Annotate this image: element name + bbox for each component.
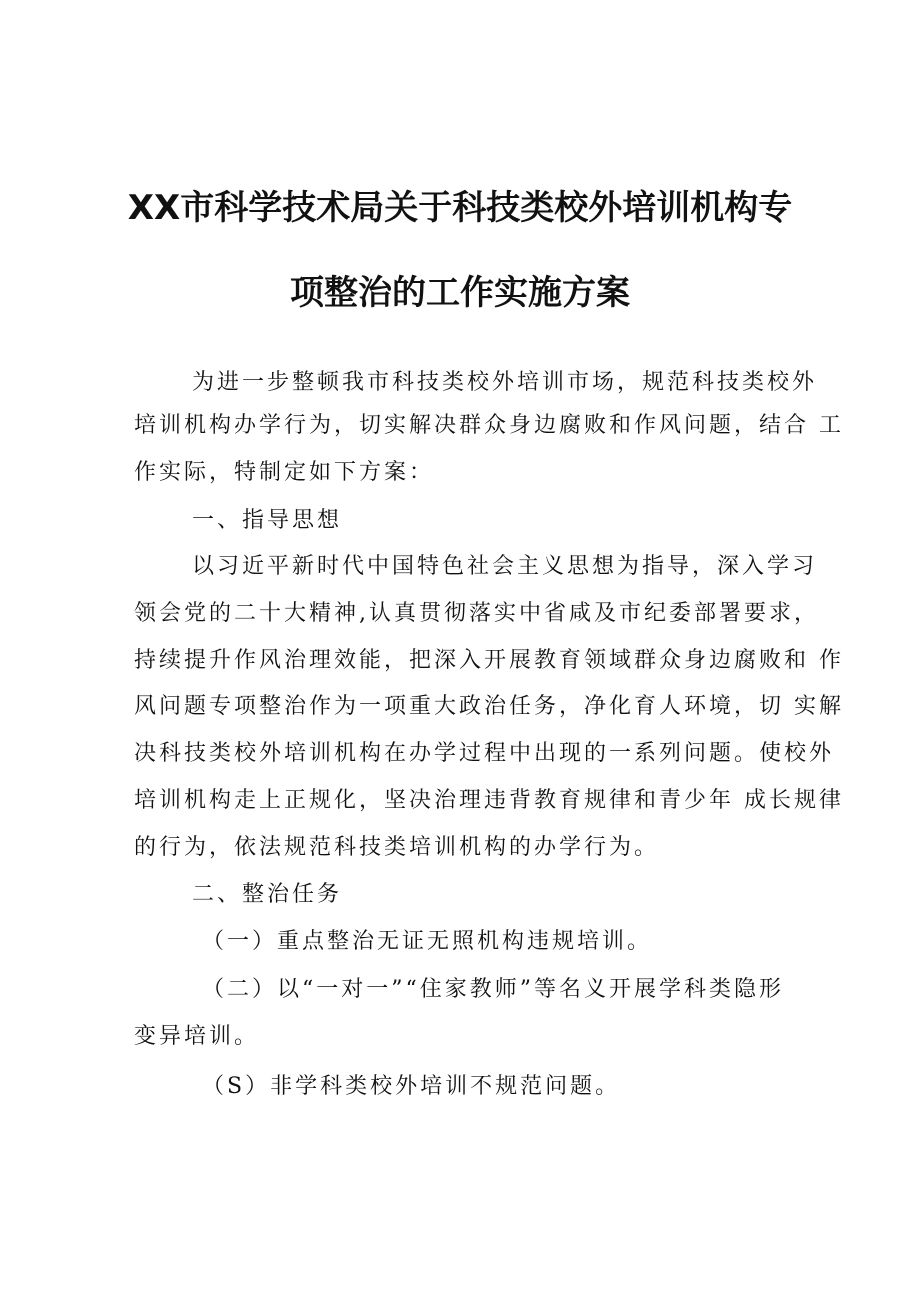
paragraph-guiding-line-6: 培训机构走上正规化，坚决治理违背教育规律和青少年 成长规律 [134, 788, 844, 813]
section-heading-tasks: 二、整治任务 [192, 882, 343, 907]
paragraph-guiding-line-2: 领会党的二十大精神,认真贯彻落实中省咸及市纪委部署要求， [134, 601, 819, 626]
task-item-2-line-2: 变异培训。 [134, 1024, 260, 1049]
task-item-2-line-1: （二）以“一对一”“住家教师”等名义开展学科类隐形 [202, 977, 784, 1002]
paragraph-guiding-line-7: 的行为，依法规范科技类培训机构的办学行为。 [134, 835, 660, 860]
paragraph-intro-line-2: 培训机构办学行为，切实解决群众身边腐败和作风问题，结合 工 [134, 413, 844, 438]
paragraph-guiding-line-4: 风问题专项整治作为一项重大政治任务，净化育人环境，切 实解 [134, 694, 844, 719]
document-title-line-2: 项整治的工作实施方案 [290, 273, 630, 313]
paragraph-guiding-line-3: 持续提升作风治理效能，把深入开展教育领域群众身边腐败和 作 [134, 648, 844, 673]
document-title-line-1: XX市科学技术局关于科技类校外培训机构专 [127, 188, 793, 228]
paragraph-guiding-line-1: 以习近平新时代中国特色社会主义思想为指导，深入学习 [192, 554, 818, 579]
paragraph-intro-line-1: 为进一步整顿我市科技类校外培训市场，规范科技类校外 [192, 370, 818, 395]
paragraph-intro-line-3: 作实际，特制定如下方案： [134, 460, 435, 485]
section-heading-guiding-ideology: 一、指导思想 [192, 508, 343, 533]
task-item-1: （一）重点整治无证无照机构违规培训。 [202, 929, 653, 954]
paragraph-guiding-line-5: 决科技类校外培训机构在办学过程中出现的一系列问题。使校外 [134, 741, 835, 766]
task-item-3: （S）非学科类校外培训不规范问题。 [202, 1074, 621, 1099]
